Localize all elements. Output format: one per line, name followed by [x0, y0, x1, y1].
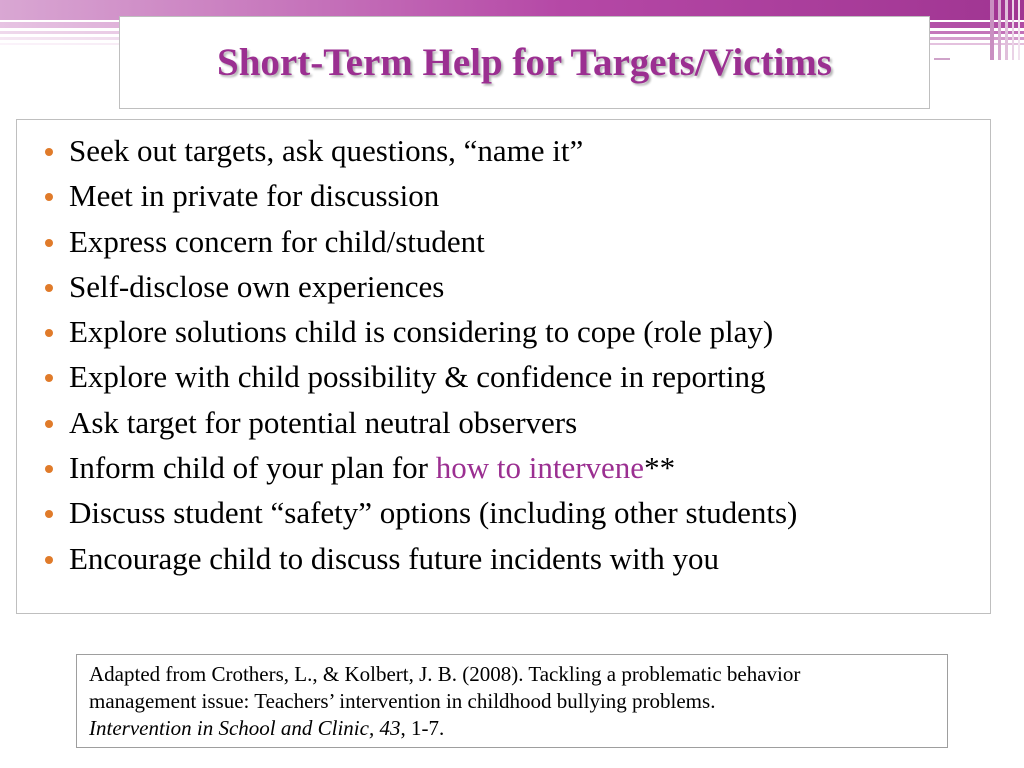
bullet-suffix: ** — [644, 450, 676, 486]
bullet-text: Discuss student “safety” options (including other students) — [69, 495, 798, 531]
bullet-text: Encourage child to discuss future incidents with you — [69, 540, 720, 576]
bullet-item — [17, 128, 990, 173]
citation-pages: , 1-7. — [400, 716, 445, 740]
bullet-icon — [45, 148, 53, 156]
decor-vertical-bar — [990, 0, 994, 60]
decor-dash — [934, 58, 950, 60]
citation-line: management issue: Teachers’ intervention in childhood bullying problems. — [89, 689, 716, 713]
bullet-list — [17, 128, 990, 581]
bullet-text: Meet in private for discussion — [69, 178, 440, 214]
bullet-text: Self-disclose own experiences — [69, 268, 445, 304]
bullet-item — [17, 400, 990, 445]
bullet-item — [17, 264, 990, 309]
bullet-icon — [45, 465, 53, 473]
bullet-item — [17, 445, 990, 490]
content-box — [16, 119, 991, 614]
bullet-item — [17, 536, 990, 581]
bullet-icon — [45, 239, 53, 247]
bullet-item — [17, 490, 990, 535]
decor-vertical-bar — [1005, 0, 1008, 60]
bullet-icon — [45, 193, 53, 201]
bullet-text: Express concern for child/student — [69, 223, 485, 259]
bullet-text: Explore with child possibility & confidence in reporting — [69, 359, 766, 395]
decor-vertical-bar — [1012, 0, 1014, 60]
slide-title: Short-Term Help for Targets/Victims — [217, 41, 832, 84]
bullet-text: Inform child of your plan for — [69, 450, 436, 486]
citation-journal: Intervention in School and Clinic, 43 — [89, 716, 401, 740]
bullet-icon — [45, 374, 53, 382]
bullet-item — [17, 219, 990, 264]
bullet-icon — [45, 510, 53, 518]
bullet-text: Seek out targets, ask questions, “name it” — [69, 133, 584, 168]
bullet-item — [17, 354, 990, 399]
title-box — [119, 16, 930, 109]
intervene-link[interactable]: how to intervene — [435, 450, 645, 486]
bullet-icon — [45, 556, 53, 564]
bullet-item — [17, 309, 990, 354]
bullet-text: Ask target for potential neutral observers — [69, 404, 578, 440]
bullet-item — [17, 173, 990, 218]
citation-box — [76, 654, 948, 748]
bullet-icon — [45, 329, 53, 337]
bullet-icon — [45, 420, 53, 428]
citation-line: Adapted from Crothers, L., & Kolbert, J. B. (2008). Tackling a problematic behavior — [89, 662, 801, 686]
bullet-icon — [45, 284, 53, 292]
decor-vertical-bar — [998, 0, 1001, 60]
decor-vertical-bar — [1018, 0, 1020, 60]
bullet-text: Explore solutions child is considering to cope (role play) — [69, 314, 774, 350]
citation-line — [89, 715, 937, 742]
